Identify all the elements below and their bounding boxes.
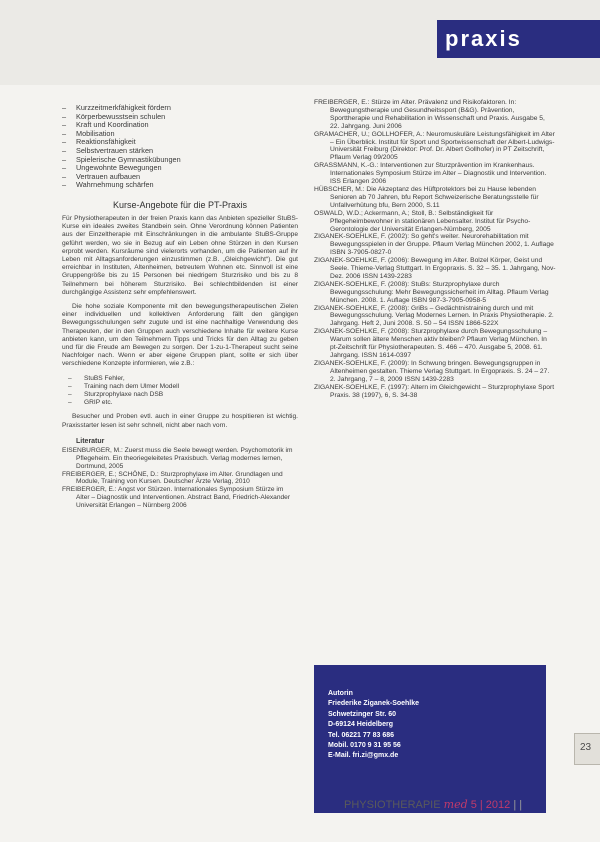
list-item: – Selbstvertrauen stärken: [62, 147, 298, 156]
list-item: – Ungewohnte Bewegungen: [62, 164, 298, 173]
author-city: D-69124 Heidelberg: [328, 721, 393, 729]
list-item: – Vertrauen aufbauen: [62, 173, 298, 182]
list-item: – Körperbewusstsein schulen: [62, 113, 298, 122]
reference-item: ZIGANEK-SOEHLKE, F. (2008): StuBs: Sturzprophylaxe durch Bewegungsschulung: Mehr Bewegungssicherheit im Alltag. Pflaum Verlag München. 2008. 1. Auflage ISBN 987-3-7905-0958-5: [314, 280, 549, 304]
list-item: – Kurzzeitmerkfähigkeit fördern: [62, 104, 298, 113]
reference-item: FREIBERGER, E.: Stürze im Alter. Prävalenz und Risikofaktoren. In: Bewegungstherapie und Gesundheitssport (B&G). Prävention, Sporttherapie und Rehabilitation in Wissenschaft und Praxis. Ausgabe 5, 22. Jahrgang. Juni 2006: [314, 99, 545, 130]
author-heading: Autorin: [328, 690, 353, 697]
paragraph: Besucher und Proben evtl. auch in einer Gruppe zu hospitieren ist wichtig. Praxisstarter lesen ist sehr schnell, nicht aber nach vorn.: [62, 413, 298, 429]
reference-item: EISENBURGER, M.: Zuerst muss die Seele bewegt werden. Psychomotorik im Pflegeheim. Ein theoriegeleitetes Praxisbuch. Verlag modernes lernen, Dortmund, 2005: [62, 446, 293, 470]
list-item: – Reaktionsfähigkeit: [62, 138, 298, 147]
list-item: – Spielerische Gymnastikübungen: [62, 156, 298, 165]
footer-bars: | |: [513, 799, 523, 811]
literature-heading: Literatur: [76, 437, 105, 445]
issue-number: 5 | 2012: [470, 799, 511, 811]
reference-item: ZIGANEK-SOEHLKE, F. (2008): GriBs – Gedächtnistraining durch und mit Bewegungsschulung. Verlag Modernes Lernen. In Praxis Physiotherapie. 2. Jahrgang. Heft 2, Juni 2008. S. 50 – 54 ISSN 1866-522X: [314, 304, 554, 328]
list-item: – Training nach dem Ulmer Modell: [62, 383, 298, 391]
reference-item: ZIGANEK-SOEHLKE, F. (2002): So geht's weiter. Neurorehabilitation mit Bewegungsspielen in der Gruppe. Pflaum Verlag München 2002, 1. Auflage ISBN 3-7905-0827-0: [314, 233, 554, 257]
reference-item: OSWALD, W.D.; Ackermann, A.; Stoll, B.: Selbständigkeit für Pflegeheimbewohner in stationären Lebensalter. Institut für Psycho-Gerontologie der Universität Erlangen-Nürnberg, 2005: [314, 209, 531, 233]
goal-list: [62, 104, 298, 190]
footer-journal: [344, 798, 522, 811]
author-street: Schwetzinger Str. 60: [328, 710, 397, 718]
section-label: praxis: [445, 26, 522, 51]
section-heading: Kurse-Angebote für die PT-Praxis: [112, 199, 248, 210]
journal-name: PHYSIOTHERAPIE: [344, 799, 441, 811]
author-name: Friederike Ziganek-Soehlke: [328, 700, 420, 708]
author-phone: Tel. 06221 77 83 686: [328, 731, 395, 739]
paragraph: Für Physiotherapeuten in der freien Praxis kann das Anbieten spezieller StuBS-Kurse ein ideales zweites Standbein sein. Ohne Verordnung können Patienten aus der Einzeltherapie mit Einschränkungen in die ambulante StuBS-Gruppe geführt werden, wo sie in Bezug auf ein Leben ohne Stürzen in den Kursen erprobt werden. Kursräume sind vielerorts vorhanden, um die Patienten auf ihr Leben mit Alltagsanforderungen einzustimmen (z.B. „Gleichgewicht“). Die gut erreichbar in Instituten, Altenheimen, betreutem Wohnen etc. Sinnvoll ist eine Gruppengröße bis zu 15 Personen bei niedrigem Sturzrisiko und bis zu 8 Teilnehmern bei höherem Sturzrisiko. Bei schlechtbildenden ist einer durchgängige Assistenz sehr empfehlenswert.: [62, 214, 298, 296]
reference-item: GRAMACHER, U.; GOLLHOFER, A.: Neuromuskuläre Leistungsfähigkeit im Alter – Ein Überblick. Institut für Sport und Sportwissenschaft der Albert-Ludwigs-Universität Freiburg (Direktor: Prof. Dr. Albert Gollhofer) in PT Zeitschrift, Pflaum Verlag 09/2005: [314, 130, 555, 162]
method-list: [62, 375, 298, 408]
journal-suffix: med: [443, 798, 468, 811]
reference-item: HÜBSCHER, M.: Die Akzeptanz des Hüftprotektors bei zu Hause lebenden Senioren ab 70 Jahren, bfu Report Schweizerische Beratungsstelle für Unfallverhütung bfu, Bern 2000, S.11: [314, 185, 539, 209]
page-number-tab: [574, 733, 600, 765]
page-number: 23: [580, 742, 592, 753]
reference-item: ZIGANEK-SOEHLKE, F. (2009): In Schwung bringen. Bewegungsgruppen in Altenheimen gestalten. Thieme Verlag Stuttgart. In Ergopraxis. S. 24 – 27. 2. Jahrgang, 7 – 8, 2009 ISSN 1439-2283: [314, 359, 550, 383]
reference-item: FREIBERGER, E.: Angst vor Stürzen. Internationales Symposium Stürze im Alter – Diagnostik und Interventionen. Abstract Band, Friedrich-Alexander Universität Erlangen – Nürnberg 2006: [62, 486, 291, 510]
author-email: E-Mail. fri.zi@gmx.de: [328, 752, 399, 760]
author-box: [314, 665, 546, 813]
list-item: – Mobilisation: [62, 130, 298, 139]
reference-item: GRASSMANN, K.-G.: Interventionen zur Sturzprävention im Krankenhaus. Internationales Symposium Stürze im Alter – Diagnostik und Intervention. ISS Erlangen 2006: [314, 162, 547, 186]
author-mobile: Mobil. 0170 9 31 95 56: [328, 742, 401, 750]
reference-item: FREIBERGER, E.; SCHÖNE, D.: Sturzprophylaxe im Alter. Grundlagen und Module, Training von Kursen. Deutscher Ärzte Verlag, 2010: [62, 470, 283, 486]
list-item: – Sturzprophylaxe nach DSB: [62, 391, 298, 399]
list-item: – Kraft und Koordination: [62, 121, 298, 130]
reference-item: ZIGANEK-SOEHLKE, F. (1997): Altern im Gleichgewicht – Sturzprophylaxe Sport Praxis. 38 (1997), 6, S. 34-38: [314, 383, 555, 399]
right-column: [314, 99, 556, 399]
reference-item: ZIGANEK-SOEHLKE, F. (2006): Bewegung im Alter. Bolzel Körper, Geist und Seele. Thieme-Verlag Stuttgart. In Ergopraxis. S. 32 – 35. 1. Jahrgang, Nov-Dez. 2006 ISSN 1439-2283: [314, 257, 556, 280]
list-item: – Wahrnehmung schärfen: [62, 181, 298, 190]
author-details: [328, 689, 419, 762]
list-item: – GRIP etc.: [62, 399, 298, 407]
paragraph: Die hohe soziale Komponente mit den bewegungstherapeutischen Zielen einer individuellen und kollektiven Anforderung fällt den gängigen Bewegungsschulungen sehr zugute und ist eine nachhaltige Verwendung des Therapeuten, der in den Gruppen auch verschiedene Inhalte für weitere Kurse anbieten kann, um den Teilnehmern Tipps und Tricks für den Alltag zu geben und für die Freude am Bewegen zu sorgen. Der 1-zu-1-Therapeut sucht seine Nachfolger nach. Wenn er aber eigene Gruppen plant, sollte er sich über verschiedene Konzepte informieren, wie z.B.:: [62, 302, 298, 368]
left-column: [62, 104, 298, 510]
reference-item: ZIGANEK-SOEHLKE, F. (2008): Sturzprophylaxe durch Bewegungsschulung – Warum sollen ältere Menschen aktiv bleiben? Pflaum Verlag München. In pt-Zeitschrift für Physiotherapeuten. S. 466 – 470. Ausgabe 5, 2008. 61. Jahrgang. ISSN 1614-0397: [314, 328, 548, 359]
list-item: – StuBS Fehler,: [62, 375, 298, 383]
